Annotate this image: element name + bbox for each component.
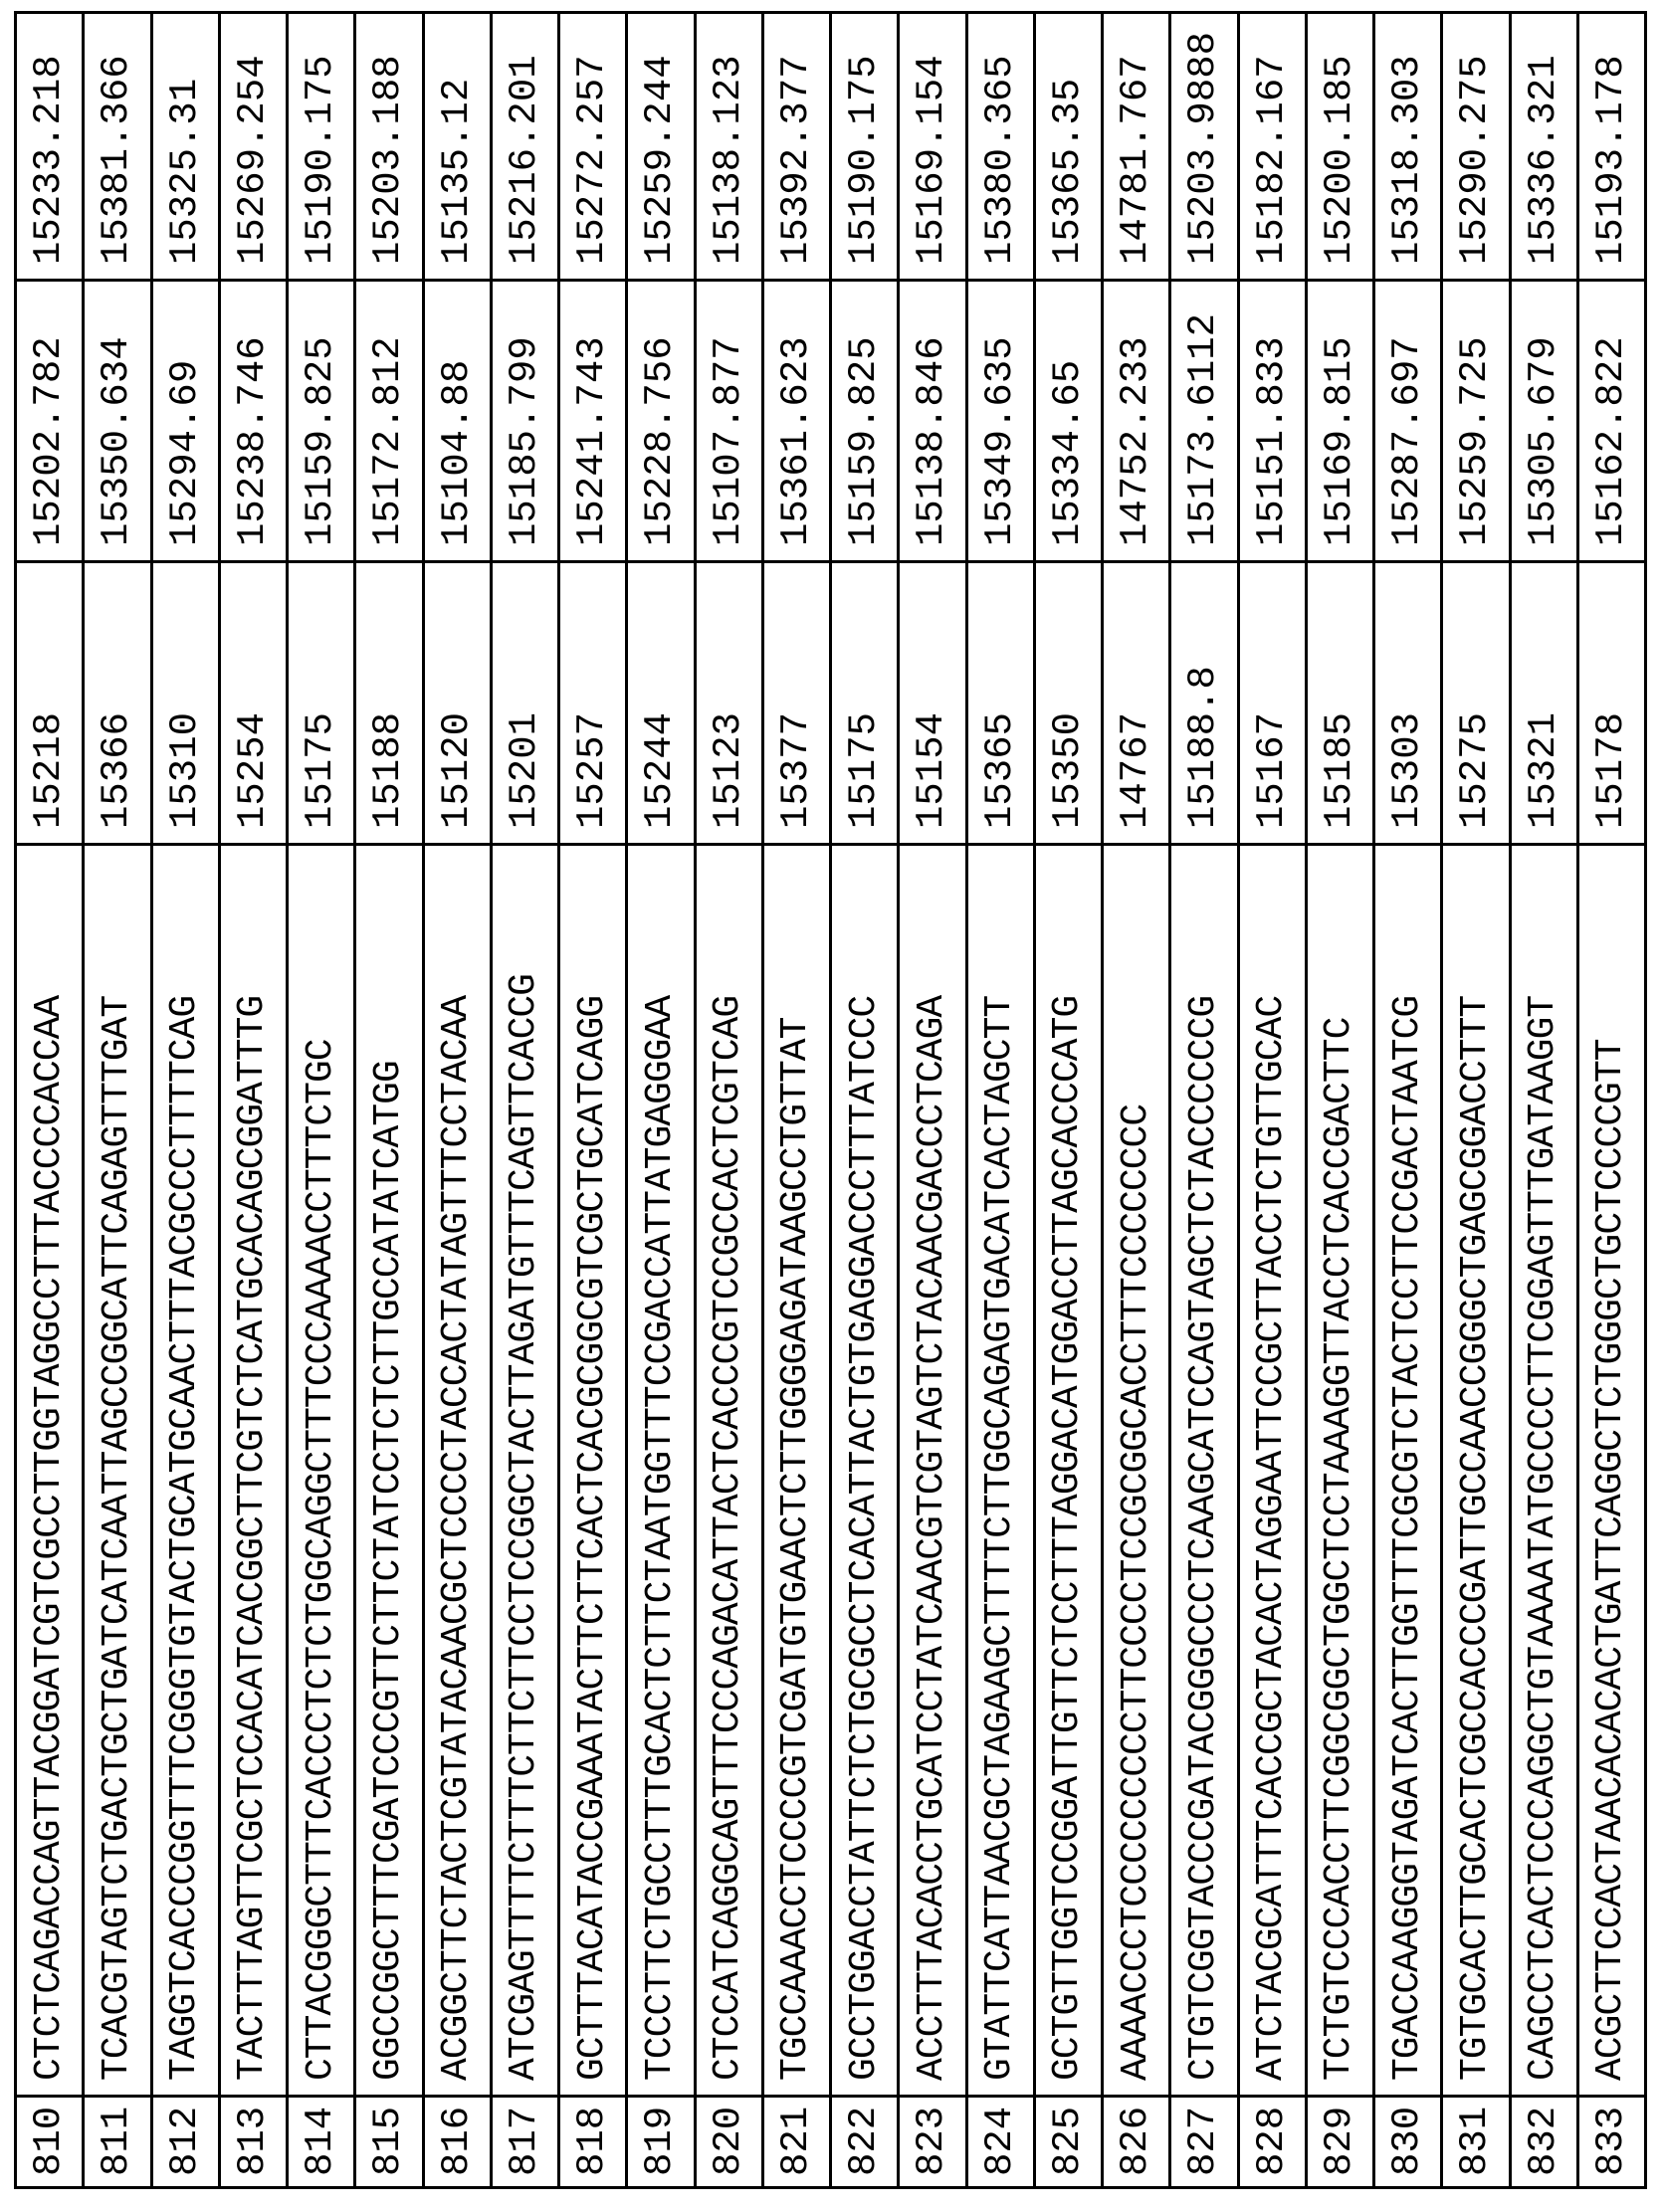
sequence-cell: ACCTTTACACCTGCATCCTATCAACGTCGTAGTCTACAACGACCCTCAGA	[899, 845, 966, 2097]
value-1-cell: 15244	[627, 562, 695, 845]
id-cell: 820	[695, 2097, 762, 2188]
sequence-cell: CTGTCGGTACCCGATACGGGCCCTCAAGCATCCAGTAGCTCTACCCCCCG	[1170, 845, 1238, 2097]
value-3-cell: 15190.175	[831, 13, 899, 281]
table-row	[966, 13, 1034, 2188]
value-1-cell: 15178	[1577, 562, 1645, 845]
table-row	[151, 13, 219, 2188]
value-2-cell: 15349.635	[966, 281, 1034, 562]
value-3-cell: 15203.9888	[1170, 13, 1238, 281]
value-1-cell: 15188	[355, 562, 423, 845]
value-1-cell: 15321	[1510, 562, 1577, 845]
value-2-cell: 15104.88	[423, 281, 491, 562]
sequence-cell: TCACGTAGTCTGACTGCTGATCATCAATTAGCCGGCATTCAGAGTTTGAT	[84, 845, 151, 2097]
value-1-cell: 15167	[1238, 562, 1306, 845]
table-row	[1374, 13, 1442, 2188]
value-3-cell: 15272.257	[559, 13, 627, 281]
value-1-cell: 15366	[84, 562, 151, 845]
table-row	[1577, 13, 1645, 2188]
sequence-cell: GCCTGGACCTATTCTCTGCGCCTCACATTACTGTGAGGACCCTTTATCCC	[831, 845, 899, 2097]
value-2-cell: 15159.825	[831, 281, 899, 562]
value-2-cell: 15107.877	[695, 281, 762, 562]
sequence-cell: GCTTTACATACCGAAATACTTCTTCACTCACGCGGCGTCGCTGCATCAGG	[559, 845, 627, 2097]
value-2-cell: 15305.679	[1510, 281, 1577, 562]
value-1-cell: 15365	[966, 562, 1034, 845]
value-1-cell: 15377	[762, 562, 830, 845]
sequence-cell: CAGCCTCACTCCCAGGCTGTAAAATATGCCCCTTCGGAGTTTGATAAGGT	[1510, 845, 1577, 2097]
value-1-cell: 15185	[1306, 562, 1373, 845]
id-cell: 811	[84, 2097, 151, 2188]
sequence-cell: TGACCAAGGGTAGATCACTTGGTTTCGCGTCTACTCCTTCCGACTAATCG	[1374, 845, 1442, 2097]
value-3-cell: 14781.767	[1103, 13, 1170, 281]
value-3-cell: 15392.377	[762, 13, 830, 281]
value-1-cell: 15350	[1034, 562, 1102, 845]
value-3-cell: 15325.31	[151, 13, 219, 281]
table-row	[627, 13, 695, 2188]
table-row	[288, 13, 355, 2188]
table-row	[831, 13, 899, 2188]
value-1-cell: 15175	[831, 562, 899, 845]
sequence-table	[14, 11, 1647, 2189]
id-cell: 816	[423, 2097, 491, 2188]
value-3-cell: 15318.303	[1374, 13, 1442, 281]
table-row	[423, 13, 491, 2188]
value-1-cell: 15254	[219, 562, 287, 845]
table-row	[1034, 13, 1102, 2188]
value-2-cell: 15294.69	[151, 281, 219, 562]
table-row	[84, 13, 151, 2188]
id-cell: 829	[1306, 2097, 1373, 2188]
value-1-cell: 15275	[1442, 562, 1510, 845]
id-cell: 821	[762, 2097, 830, 2188]
sequence-cell: CTTACGGGCTTTCACCCTCTCTGGCAGGCTTTCCCAAAACCTTTCTGC	[288, 845, 355, 2097]
table-row	[899, 13, 966, 2188]
value-3-cell: 15336.321	[1510, 13, 1577, 281]
table-row	[491, 13, 558, 2188]
value-2-cell: 15169.815	[1306, 281, 1373, 562]
value-1-cell: 15175	[288, 562, 355, 845]
id-cell: 825	[1034, 2097, 1102, 2188]
sequence-cell: ATCTACGCATTTCACCGCTACACTAGGAATTCCGCTTACCTCTGTTGCAC	[1238, 845, 1306, 2097]
id-cell: 830	[1374, 2097, 1442, 2188]
value-2-cell: 15241.743	[559, 281, 627, 562]
value-2-cell: 15287.697	[1374, 281, 1442, 562]
value-3-cell: 15203.188	[355, 13, 423, 281]
value-1-cell: 15201	[491, 562, 558, 845]
sequence-cell: CTCCATCAGGCAGTTTCCCAGACATTACTCACCCGTCCGCCACTCGTCAG	[695, 845, 762, 2097]
table-row	[1442, 13, 1510, 2188]
value-3-cell: 15169.154	[899, 13, 966, 281]
sequence-cell: ACGCTTCCACTAACACACACTGATTCAGGCTCTGGGCTGCTCCCCGTT	[1577, 845, 1645, 2097]
value-3-cell: 15380.365	[966, 13, 1034, 281]
sequence-cell: TCCCTTCTGCCTTTGCACTCTTCTAATGGTTTCCGACCATTATGAGGGAA	[627, 845, 695, 2097]
value-3-cell: 15200.185	[1306, 13, 1373, 281]
value-1-cell: 15120	[423, 562, 491, 845]
value-1-cell: 15123	[695, 562, 762, 845]
sequence-cell: GCTGTTGGTCCGGATTGTTCTCCTTTAGGACATGGACCTTAGCACCCATG	[1034, 845, 1102, 2097]
value-3-cell: 15190.175	[288, 13, 355, 281]
sequence-cell: ATCGAGTTTTCTTTCTTCTTCCTCCGGCTACTTAGATGTTTCAGTTCACCG	[491, 845, 558, 2097]
table-row	[1510, 13, 1577, 2188]
sequence-cell: CTCTCAGACCAGTTACGGATCGTCGCCTTGGTAGGCCTTTACCCCACCAA	[16, 845, 84, 2097]
value-2-cell: 15334.65	[1034, 281, 1102, 562]
sequence-cell: TACTTTAGTTCGCTCCACATCACGGCTTCGTCTCATGCACAGCGGATTTG	[219, 845, 287, 2097]
value-2-cell: 15151.833	[1238, 281, 1306, 562]
value-2-cell: 15361.623	[762, 281, 830, 562]
table-row	[559, 13, 627, 2188]
value-3-cell: 15182.167	[1238, 13, 1306, 281]
value-2-cell: 15162.822	[1577, 281, 1645, 562]
table-row	[355, 13, 423, 2188]
sequence-cell: AAAACCCTCCCCCCCCCTTCCCCTCCGCGGCACCTTTCCCCCCCC	[1103, 845, 1170, 2097]
value-2-cell: 15173.6112	[1170, 281, 1238, 562]
table-row	[695, 13, 762, 2188]
sequence-cell: TCTGTCCCACCTTCGGCGGCTGGCTCCTAAAGGTTACCTCACCGACTTC	[1306, 845, 1373, 2097]
value-3-cell: 15138.123	[695, 13, 762, 281]
value-3-cell: 15381.366	[84, 13, 151, 281]
value-2-cell: 15172.812	[355, 281, 423, 562]
id-cell: 813	[219, 2097, 287, 2188]
value-2-cell: 15238.746	[219, 281, 287, 562]
value-2-cell: 15259.725	[1442, 281, 1510, 562]
table-row	[16, 13, 84, 2188]
value-2-cell: 15350.634	[84, 281, 151, 562]
id-cell: 812	[151, 2097, 219, 2188]
value-3-cell: 15259.244	[627, 13, 695, 281]
table-row	[1170, 13, 1238, 2188]
value-2-cell: 15138.846	[899, 281, 966, 562]
sequence-cell: TGCCAAACCTCCCCGTCGATGTGAACTCTTGGGGAGATAAGCCTGTTAT	[762, 845, 830, 2097]
sequence-cell: GGCCGGCTTTCGATCCCGTTCTTCTATCCTCTCTTGCCATATCATGG	[355, 845, 423, 2097]
sequence-cell: TGTGCACTTGCACTCGCCACCCGATTGCCAACCGGGCTGAGCGGACCTTT	[1442, 845, 1510, 2097]
table-body	[16, 13, 1646, 2188]
value-2-cell: 15228.756	[627, 281, 695, 562]
id-cell: 819	[627, 2097, 695, 2188]
id-cell: 818	[559, 2097, 627, 2188]
id-cell: 831	[1442, 2097, 1510, 2188]
id-cell: 810	[16, 2097, 84, 2188]
value-2-cell: 14752.233	[1103, 281, 1170, 562]
id-cell: 827	[1170, 2097, 1238, 2188]
value-3-cell: 15269.254	[219, 13, 287, 281]
value-1-cell: 15257	[559, 562, 627, 845]
id-cell: 814	[288, 2097, 355, 2188]
sequence-cell: GTATTCATTAACGCTAGAAGCTTTTCTTGGCAGAGTGACATCACTAGCTT	[966, 845, 1034, 2097]
id-cell: 815	[355, 2097, 423, 2188]
value-1-cell: 15218	[16, 562, 84, 845]
id-cell: 833	[1577, 2097, 1645, 2188]
value-1-cell: 15303	[1374, 562, 1442, 845]
value-2-cell: 15202.782	[16, 281, 84, 562]
table-row	[1306, 13, 1373, 2188]
table-row	[1238, 13, 1306, 2188]
table-row	[762, 13, 830, 2188]
value-3-cell: 15135.12	[423, 13, 491, 281]
value-2-cell: 15159.825	[288, 281, 355, 562]
value-3-cell: 15365.35	[1034, 13, 1102, 281]
rotated-page	[14, 14, 1647, 2189]
table-row	[219, 13, 287, 2188]
id-cell: 832	[1510, 2097, 1577, 2188]
value-3-cell: 15233.218	[16, 13, 84, 281]
sequence-cell: TAGGTCACCCGGTTTCGGGTGTACTGCATGCAACTTTACGCCCTTTTCAG	[151, 845, 219, 2097]
value-3-cell: 15193.178	[1577, 13, 1645, 281]
id-cell: 822	[831, 2097, 899, 2188]
value-1-cell: 15310	[151, 562, 219, 845]
sequence-cell: ACGGCTTCTACTCGTATACAACGCTCCCCTACCACTATAGTTTCCTACAA	[423, 845, 491, 2097]
id-cell: 817	[491, 2097, 558, 2188]
id-cell: 823	[899, 2097, 966, 2188]
id-cell: 826	[1103, 2097, 1170, 2188]
value-3-cell: 15216.201	[491, 13, 558, 281]
table-row	[1103, 13, 1170, 2188]
value-3-cell: 15290.275	[1442, 13, 1510, 281]
id-cell: 828	[1238, 2097, 1306, 2188]
id-cell: 824	[966, 2097, 1034, 2188]
value-2-cell: 15185.799	[491, 281, 558, 562]
value-1-cell: 15188.8	[1170, 562, 1238, 845]
value-1-cell: 15154	[899, 562, 966, 845]
value-1-cell: 14767	[1103, 562, 1170, 845]
